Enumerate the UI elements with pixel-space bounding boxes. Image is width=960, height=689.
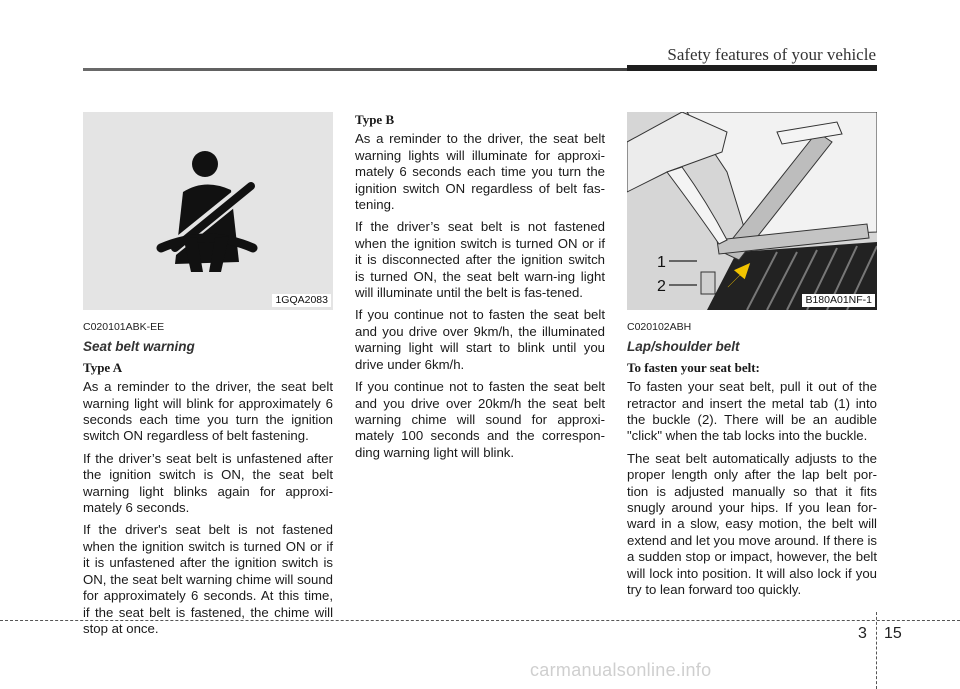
chapter-number: 3 xyxy=(858,625,867,642)
column-seat-belt-warning xyxy=(83,112,333,643)
paragraph: As a reminder to the driver, the seat belt warning light will blink for approximately 6 seconds each time you turn the ignition switch ON regardless of belt fastening. xyxy=(83,379,333,444)
watermark: carmanualsonline.info xyxy=(530,660,712,680)
section-code: C020102ABH xyxy=(627,321,692,333)
seat-belt-fastening-figure xyxy=(627,112,877,310)
callout-1: 1 xyxy=(657,254,666,271)
paragraph: As a reminder to the driver, the seat belt warning lights will illuminate for approxi-mately 6 seconds each time you turn the ignition switch ON regardless of belt fas-tening. xyxy=(355,131,605,213)
seat-belt-illustration xyxy=(627,112,877,310)
callout-2: 2 xyxy=(657,278,666,295)
paragraph: The seat belt automatically adjusts to the proper length only after the lap belt por-tion is adjusted manually so that it fits snugly around your hips. If you lean for-ward in a slow, easy motion, the belt will extend and let you move around. If there is a sudden stop or impact, however, the belt will lock into position. It will also lock if you try to lean forward too quickly. xyxy=(627,450,877,598)
type-b-label: Type B xyxy=(355,112,395,127)
column-lap-shoulder-belt xyxy=(627,112,877,605)
paragraph: If the driver’s seat belt is unfastened after the ignition switch is ON, the seat belt warning light blinks again for approxi-mately 6 seconds. xyxy=(83,450,333,516)
type-a-label: Type A xyxy=(83,359,123,375)
section-heading: Lap/shoulder belt xyxy=(627,339,740,355)
figure-code: B180A01NF-1 xyxy=(802,294,875,307)
header-tab-bar xyxy=(627,65,877,71)
figure-code: 1GQA2083 xyxy=(272,294,331,307)
column-type-b xyxy=(355,112,605,467)
section-title: Safety features of your vehicle xyxy=(667,45,876,64)
paragraph: If the driver’s seat belt is not fastened when the ignition switch is turned ON or if it is disconnected after the ignition switch is turned ON, the seat belt warn-ing light will illuminate until the belt is fas-tened. xyxy=(355,219,605,301)
seat-belt-warning-figure xyxy=(83,112,333,310)
subheading: To fasten your seat belt: xyxy=(627,359,760,375)
section-code: C020101ABK-EE xyxy=(83,321,165,333)
section-heading: Seat belt warning xyxy=(83,339,195,355)
paragraph: If you continue not to fasten the seat belt and you drive over 20km/h the seat belt warning chime will sound for approxi-mately 100 seconds and the correspon-ding warning light will blink. xyxy=(355,379,605,460)
paragraph: If you continue not to fasten the seat belt and you drive over 9km/h, the illuminated warning light will start to blink until you drive under 6km/h. xyxy=(355,307,605,372)
footer-divider xyxy=(876,612,877,689)
page-number: 15 xyxy=(884,625,902,642)
paragraph: If the driver's seat belt is not fastened when the ignition switch is turned ON or if it is unfastened after the ignition switch is ON, the seat belt warning chime will sound for approximately 6 seconds. At this time, if the seat belt is fastened, the chime will stop at once. xyxy=(83,522,333,636)
seat-belt-warning-icon xyxy=(83,112,333,310)
paragraph: To fasten your seat belt, pull it out of the retractor and insert the metal tab (1) into the buckle (2). There will be an audible "click" when the tab locks into the buckle. xyxy=(627,379,877,444)
footer-rule xyxy=(0,620,960,621)
